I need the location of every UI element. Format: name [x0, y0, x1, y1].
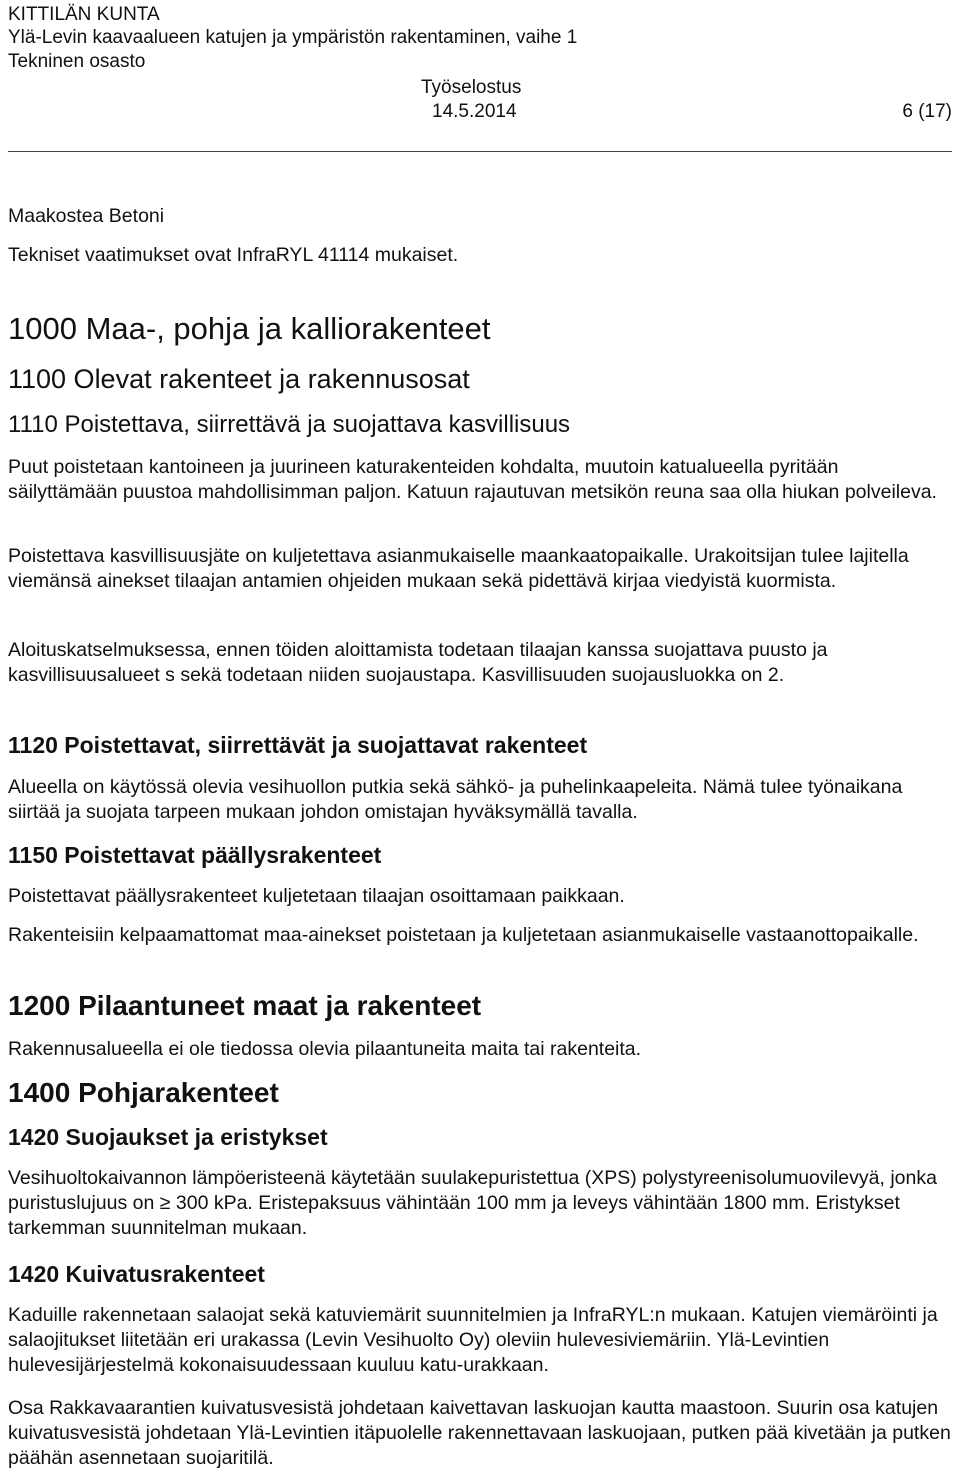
paragraph: Osa Rakkavaarantien kuivatusvesistä johdetaan kaivettavan laskuojan kautta maastoon. Suurin osa katujen kuivatusvesistä johdetaan Ylä-Levintien itäpuolelle rakennettavaan laskuojaan, putken pää kivetään ja putken päähän asennetaan suojaritilä. [8, 1397, 951, 1469]
heading-1420-suojaukset: 1420 Suojaukset ja eristykset [8, 1124, 328, 1150]
section-1420-kuivatus-paragraph-1 [8, 1303, 952, 1378]
header-department: Tekninen osasto [8, 51, 146, 72]
section-1150-paragraph-2 [8, 923, 952, 948]
section-1200 [8, 989, 952, 1023]
intro-title [8, 204, 952, 229]
paragraph: Poistettavat päällysrakenteet kuljetetaan tilaajan osoittamaan paikkaan. [8, 885, 625, 907]
intro-body-text: Tekniset vaatimukset ovat InfraRYL 41114 mukaiset. [8, 244, 459, 266]
paragraph: Vesihuoltokaivannon lämpöeristeenä käytetään suulakepuristettua (XPS) polystyreenisolumuovilevyä, jonka puristuslujuus on ≥ 300 kPa. Eristepaksuus vähintään 100 mm ja leveys vähintään 1800 mm. Eristykset tarkemman suunnitelman mukaan. [8, 1167, 937, 1239]
header-doc-type: Työselostus [421, 77, 522, 98]
paragraph: Poistettava kasvillisuusjäte on kuljetettava asianmukaiselle maankaatopaikalle. Urakoitsijan tulee lajitella viemänsä ainekset tilaajan antamien ohjeiden mukaan sekä pidettävä kirjaa viedyistä kuormista. [8, 545, 909, 592]
section-1110-paragraph-3 [8, 638, 952, 688]
heading-1200: 1200 Pilaantuneet maat ja rakenteet [8, 990, 482, 1021]
section-1420-suojaukset [8, 1123, 952, 1151]
heading-1400: 1400 Pohjarakenteet [8, 1077, 279, 1108]
header-divider [8, 151, 952, 152]
section-1110-paragraph-1 [8, 455, 952, 505]
header-page-number: 6 (17) [902, 101, 952, 122]
heading-1100: 1100 Olevat rakenteet ja rakennusosat [8, 364, 470, 394]
section-1110 [8, 411, 952, 439]
section-1420-kuivatus-paragraph-2 [8, 1396, 952, 1471]
section-1000 [8, 311, 952, 347]
paragraph: Puut poistetaan kantoineen ja juurineen katurakenteiden kohdalta, muutoin katualueella pyritään säilyttämään puustoa mahdollisimman paljon. Katuun rajautuvan metsikön reuna saa olla hiukan polveileva. [8, 456, 937, 503]
header-organization: KITTILÄN KUNTA [8, 4, 160, 25]
paragraph: Rakennusalueella ei ole tiedossa olevia pilaantuneita maita tai rakenteita. [8, 1038, 642, 1060]
section-1420-kuivatus [8, 1260, 952, 1288]
paragraph: Aloituskatselmuksessa, ennen töiden aloittamista todetaan tilaajan kanssa suojattava puusto ja kasvillisuusalueet s sekä todetaan niiden suojaustapa. Kasvillisuuden suojausluokka on 2. [8, 639, 828, 686]
paragraph: Kaduille rakennetaan salaojat sekä katuviemärit suunnitelmien ja InfraRYL:n mukaan. Katujen viemäröinti ja salaojitukset liitetään eri urakassa (Levin Vesihuolto Oy) oleviin hulevesiviemäriin. Ylä-Levintien hulevesijärjestelmä kokonaisuudessaan kuuluu katu-urakkaan. [8, 1304, 938, 1376]
section-1100 [8, 363, 952, 395]
intro-text [8, 243, 952, 268]
heading-1000: 1000 Maa-, pohja ja kalliorakenteet [8, 311, 491, 346]
section-1110-paragraph-2 [8, 544, 952, 594]
intro-title-text: Maakostea Betoni [8, 205, 165, 227]
header-project: Ylä-Levin kaavaalueen katujen ja ympäristön rakentaminen, vaihe 1 [8, 27, 578, 48]
section-1150 [8, 841, 952, 869]
heading-1150: 1150 Poistettavat päällysrakenteet [8, 842, 382, 868]
heading-1110: 1110 Poistettava, siirrettävä ja suojattava kasvillisuus [8, 411, 571, 438]
section-1120-paragraph-1 [8, 775, 952, 825]
paragraph: Rakenteisiin kelpaamattomat maa-ainekset poistetaan ja kuljetetaan asianmukaiselle vastaanottopaikalle. [8, 924, 919, 946]
heading-1420-kuivatus: 1420 Kuivatusrakenteet [8, 1261, 265, 1287]
paragraph: Alueella on käytössä olevia vesihuollon putkia sekä sähkö- ja puhelinkaapeleita. Nämä tulee työnaikana siirtää ja suojata tarpeen mukaan johdon omistajan hyväksymällä tavalla. [8, 776, 903, 823]
section-1200-paragraph-1 [8, 1037, 952, 1062]
section-1420-suojaukset-paragraph-1 [8, 1166, 952, 1241]
section-1120 [8, 731, 952, 759]
header-date: 14.5.2014 [432, 101, 517, 122]
section-1400 [8, 1076, 952, 1110]
heading-1120: 1120 Poistettavat, siirrettävät ja suojattavat rakenteet [8, 732, 588, 758]
section-1150-paragraph-1 [8, 884, 952, 909]
